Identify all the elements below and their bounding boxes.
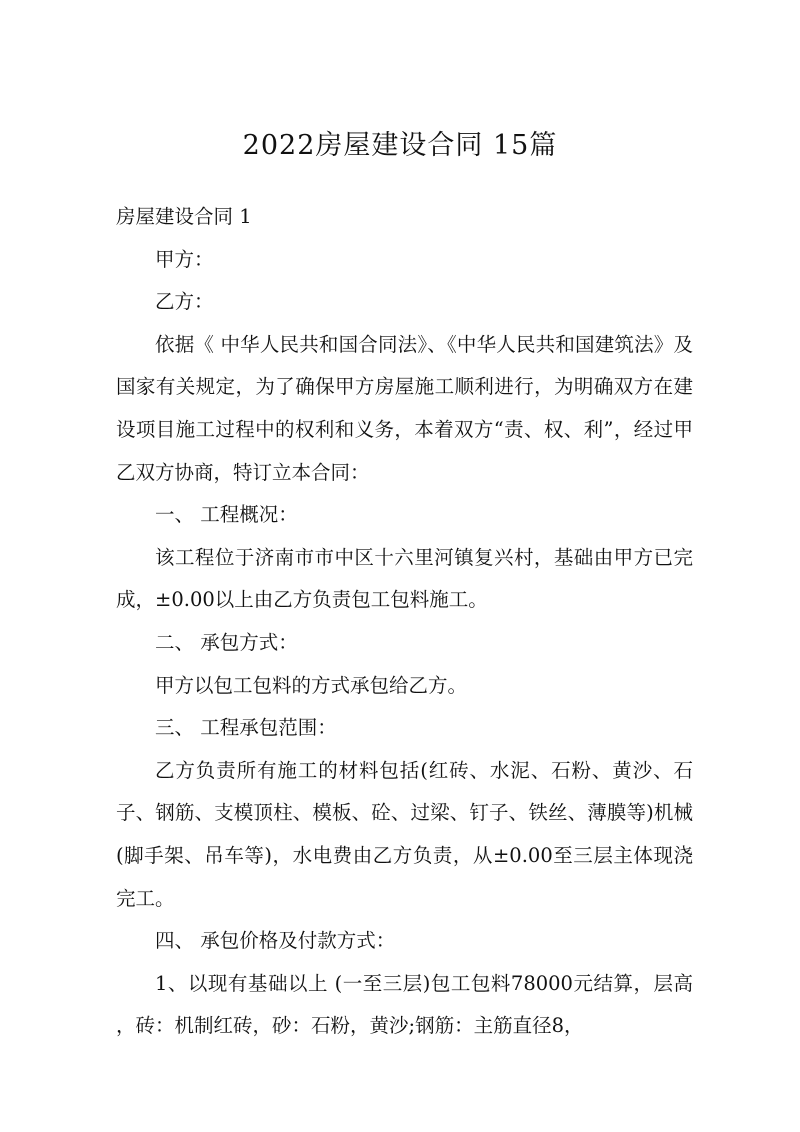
party-a-line: 甲方： — [155, 247, 214, 271]
clause-heading-4: 四、 承包价格及付款方式： — [155, 929, 396, 953]
clause-paragraph-4: 1、以现有基础以上 (一至三层)包工包料78000元结算，层高 ，砖：机制红砖，砂：石粉，黄沙;钢筋：主筋直径8， — [116, 971, 693, 1038]
clause-heading-2: 二、 承包方式： — [155, 630, 298, 654]
clause-paragraph-3: 乙方负责所有施工的材料包括(红砖、水泥、石粉、黄沙、石子、钢筋、支模顶柱、模板、砼、过梁、钉子、铁丝、薄膜等)机械(脚手架、吊车等)，水电费由乙方负责，从±0.00至三层主体现浇完工。 — [116, 758, 693, 910]
document-title: 2022房屋建设合同 15篇 — [242, 130, 558, 161]
section-heading: 房屋建设合同 1 — [116, 205, 252, 228]
party-b-line: 乙方： — [155, 290, 214, 314]
clause-paragraph-2: 甲方以包工包料的方式承包给乙方。 — [155, 673, 468, 697]
document-body — [116, 196, 693, 1048]
clause-heading-3: 三、 工程承包范围： — [155, 716, 337, 740]
clause-paragraph-1: 该工程位于济南市市中区十六里河镇复兴村，基础由甲方已完成，±0.00以上由乙方负责包工包料施工。 — [116, 545, 693, 612]
intro-paragraph: 依据《 中华人民共和国合同法》、《中华人民共和国建筑法》及国家有关规定，为了确保甲方房屋施工顺利进行，为明确双方在建设项目施工过程中的权利和义务，本着双方“责、权、利”，经过甲乙双方协商，特订立本合同： — [116, 332, 693, 484]
clause-heading-1: 一、 工程概况： — [155, 503, 298, 527]
